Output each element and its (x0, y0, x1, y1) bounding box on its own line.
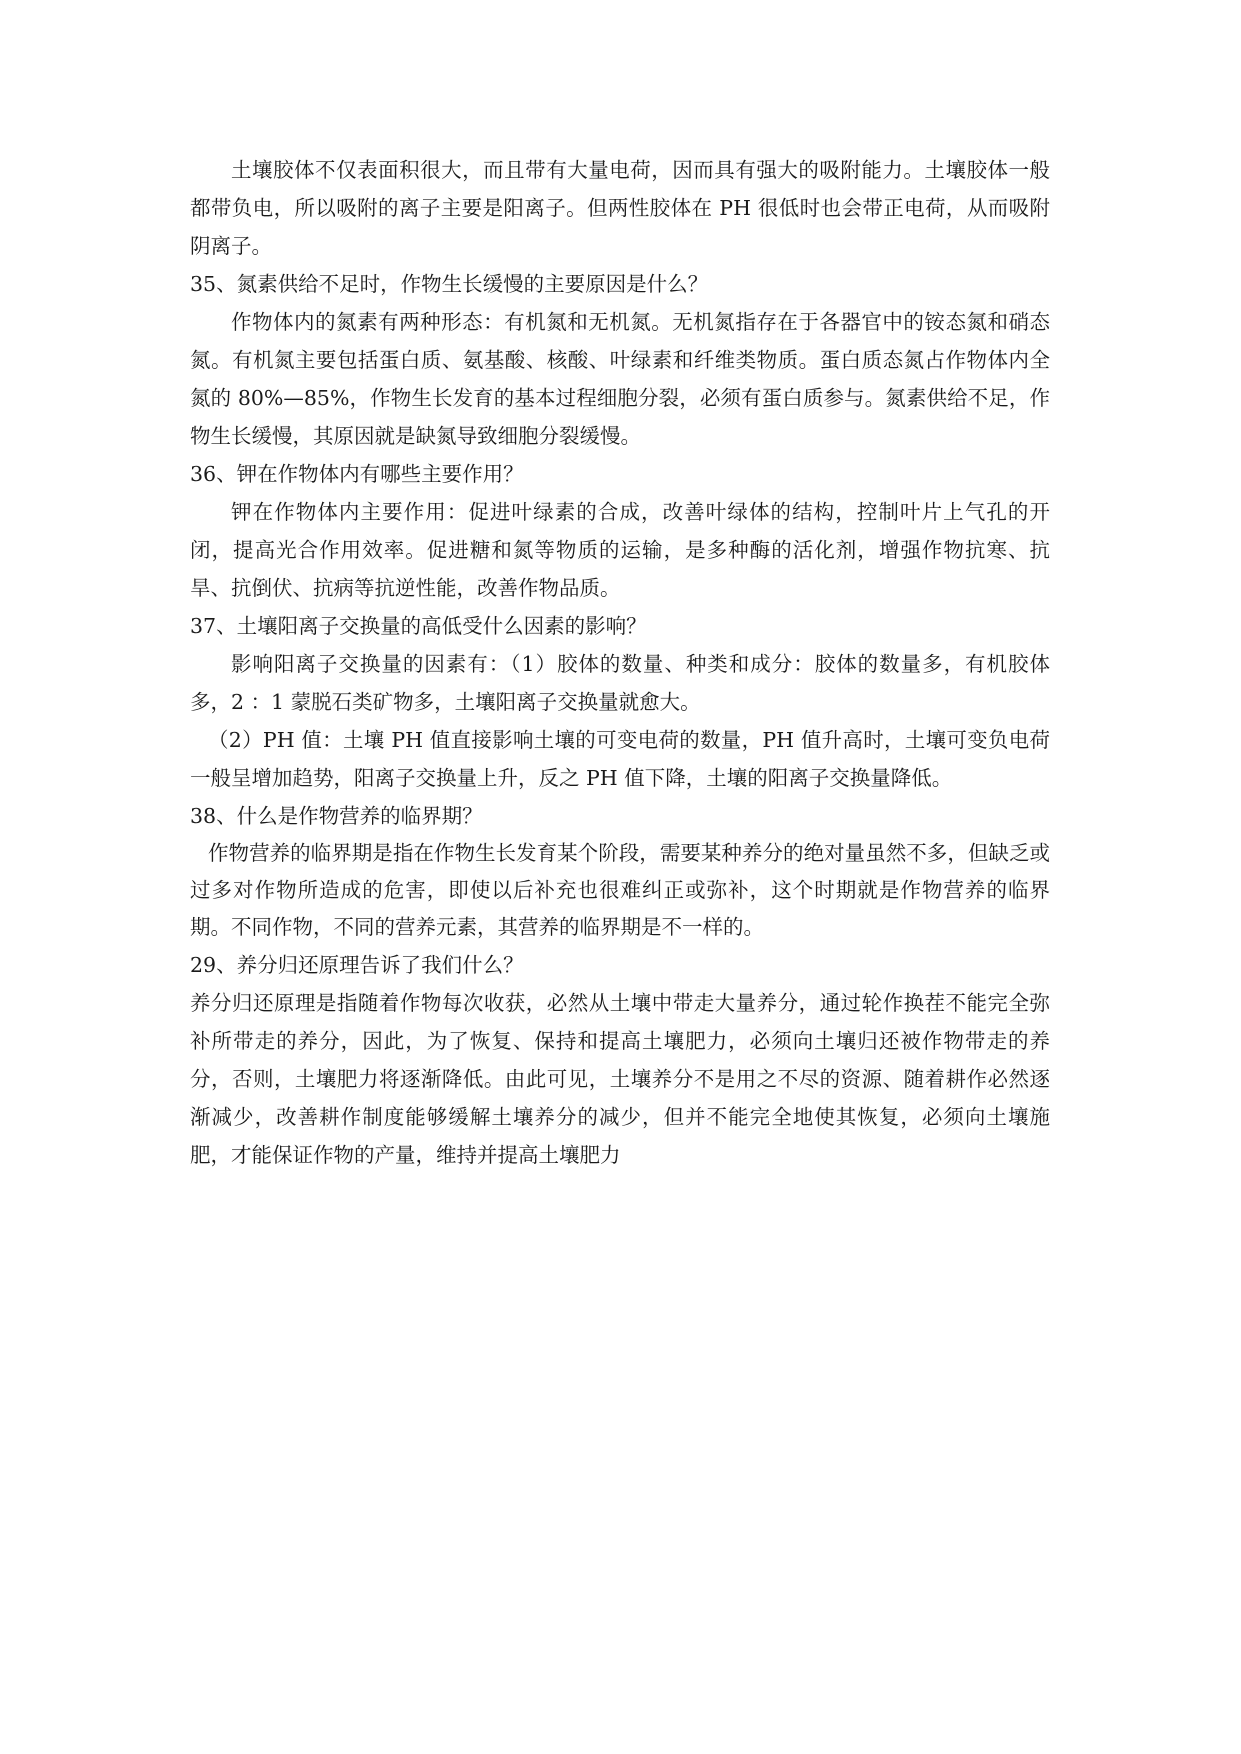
answer-35: 作物体内的氮素有两种形态：有机氮和无机氮。无机氮指存在于各器官中的铵态氮和硝态氮。有机氮主要包括蛋白质、氨基酸、核酸、叶绿素和纤维类物质。蛋白质态氮占作物体内全氮的 80%—85%，作物生长发育的基本过程细胞分裂，必须有蛋白质参与。氮素供给不足，作物生长缓慢，其原因就是缺氮导致细胞分裂缓慢。 (190, 310, 1050, 448)
question-35-heading: 35、氮素供给不足时，作物生长缓慢的主要原因是什么？ (190, 272, 709, 296)
question-37-heading: 37、土壤阳离子交换量的高低受什么因素的影响？ (190, 614, 647, 638)
question-29-heading: 29、养分归还原理告诉了我们什么？ (190, 953, 524, 977)
answer-37-part-2: （2）PH 值：土壤 PH 值直接影响土壤的可变电荷的数量，PH 值升高时，土壤可变负电荷一般呈增加趋势，阳离子交换量上升，反之 PH 值下降，土壤的阳离子交换量降低。 (190, 728, 1050, 790)
answer-37-part-1: 影响阳离子交换量的因素有：（1）胶体的数量、种类和成分：胶体的数量多，有机胶体多，2 ：1 蒙脱石类矿物多，土壤阳离子交换量就愈大。 (190, 652, 1050, 714)
question-36-heading: 36、钾在作物体内有哪些主要作用？ (190, 462, 524, 486)
answer-36: 钾在作物体内主要作用：促进叶绿素的合成，改善叶绿体的结构，控制叶片上气孔的开闭，提高光合作用效率。促进糖和氮等物质的运输，是多种酶的活化剂，增强作物抗寒、抗旱、抗倒伏、抗病等抗逆性能，改善作物品质。 (190, 500, 1050, 600)
answer-38: 作物营养的临界期是指在作物生长发育某个阶段，需要某种养分的绝对量虽然不多，但缺乏或过多对作物所造成的危害，即使以后补充也很难纠正或弥补，这个时期就是作物营养的临界期。不同作物，不同的营养元素，其营养的临界期是不一样的。 (190, 841, 1050, 939)
question-38-heading: 38、什么是作物营养的临界期？ (190, 804, 483, 828)
document-body (190, 151, 1050, 1174)
answer-29: 养分归还原理是指随着作物每次收获，必然从土壤中带走大量养分，通过轮作换茬不能完全弥补所带走的养分，因此，为了恢复、保持和提高土壤肥力，必须向土壤归还被作物带走的养分，否则，土壤肥力将逐渐降低。由此可见，土壤养分不是用之不尽的资源、随着耕作必然逐渐减少，改善耕作制度能够缓解土壤养分的减少，但并不能完全地使其恢复，必须向土壤施肥，才能保证作物的产量，维持并提高土壤肥力 (190, 991, 1050, 1167)
paragraph-colloid-adsorption: 土壤胶体不仅表面积很大，而且带有大量电荷，因而具有强大的吸附能力。土壤胶体一般都带负电，所以吸附的离子主要是阳离子。但两性胶体在 PH 很低时也会带正电荷，从而吸附阴离子。 (190, 158, 1050, 258)
